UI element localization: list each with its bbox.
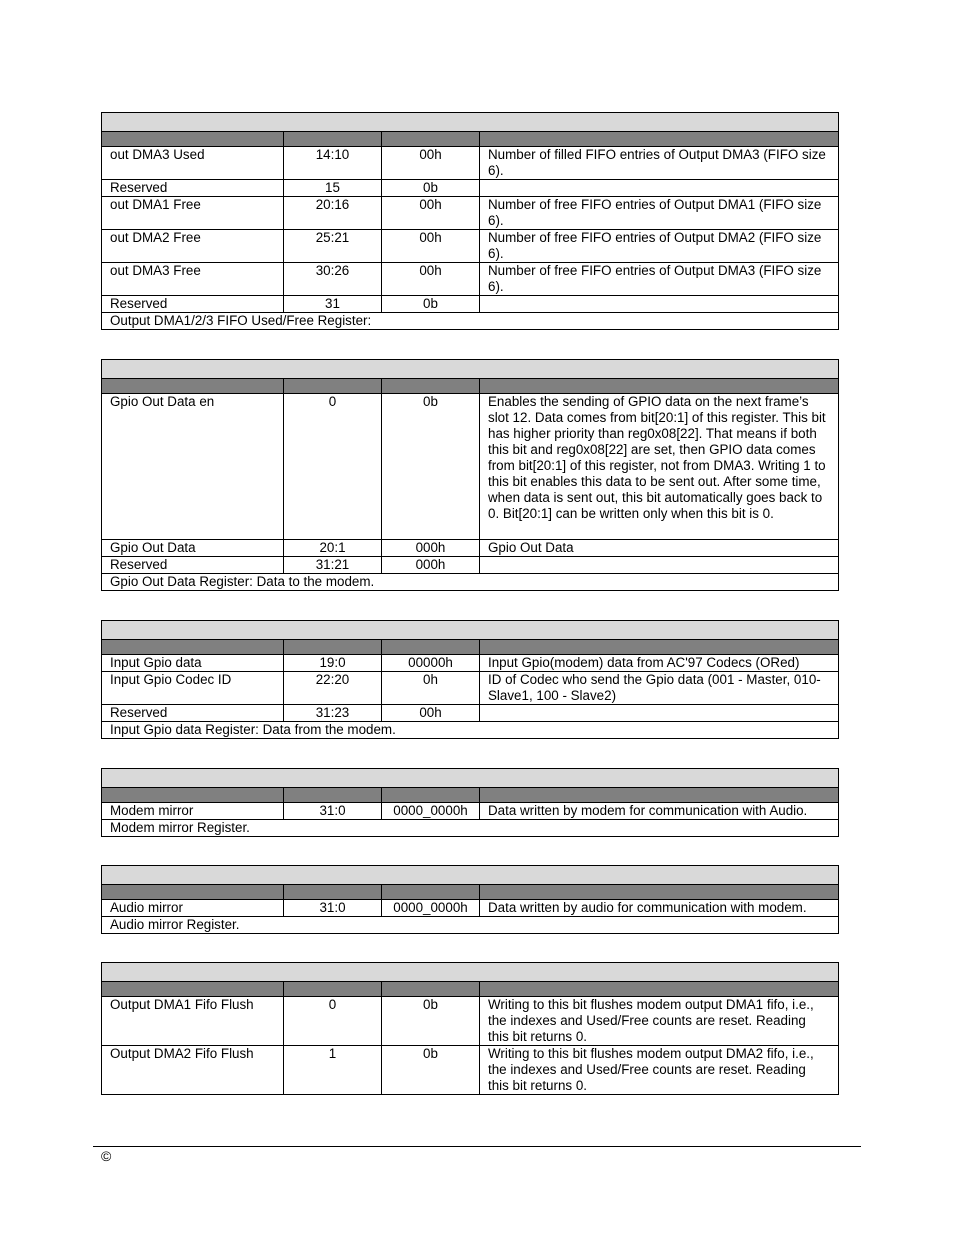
field-default: 0b bbox=[382, 180, 480, 197]
field-name: out DMA3 Free bbox=[102, 263, 284, 296]
table-row bbox=[102, 1046, 839, 1095]
field-bits: 0 bbox=[284, 394, 382, 540]
field-bits: 31 bbox=[284, 296, 382, 313]
field-bits: 22:20 bbox=[284, 672, 382, 705]
table-row bbox=[102, 296, 839, 313]
table-row bbox=[102, 672, 839, 705]
table-header-band bbox=[102, 132, 839, 147]
field-name: Modem mirror bbox=[102, 803, 284, 820]
table-title-band bbox=[102, 360, 839, 379]
field-default: 0h bbox=[382, 672, 480, 705]
table-row bbox=[102, 997, 839, 1046]
field-description: Enables the sending of GPIO data on the next frame’s slot 12. Data comes from bit[20:1] of this register. This bit has higher priority than reg0x08[22]. That means if both this bit and reg0x08[22] are set, then GPIO data comes from bit[20:1] of this register, not from DMA3. Writing 1 to this bit enables this data to be sent out. After some time, when data is sent out, this bit automatically goes back to 0. Bit[20:1] can be written only when this bit is 0. bbox=[480, 394, 839, 540]
field-name: out DMA1 Free bbox=[102, 197, 284, 230]
field-bits: 31:0 bbox=[284, 900, 382, 917]
register-table-modem-mirror bbox=[101, 768, 839, 837]
field-name: Input Gpio data bbox=[102, 655, 284, 672]
table-title-band bbox=[102, 113, 839, 132]
field-default: 0b bbox=[382, 296, 480, 313]
field-description bbox=[480, 705, 839, 722]
field-bits: 1 bbox=[284, 1046, 382, 1095]
field-default: 00000h bbox=[382, 655, 480, 672]
table-caption-row bbox=[102, 313, 839, 330]
copyright-symbol: © bbox=[101, 1148, 112, 1164]
table-row bbox=[102, 705, 839, 722]
field-default: 00h bbox=[382, 263, 480, 296]
table-row bbox=[102, 803, 839, 820]
table-row bbox=[102, 197, 839, 230]
register-table-gpio-out bbox=[101, 359, 839, 591]
footer-divider bbox=[93, 1146, 861, 1147]
table-row bbox=[102, 180, 839, 197]
table-row bbox=[102, 655, 839, 672]
field-bits: 25:21 bbox=[284, 230, 382, 263]
field-bits: 30:26 bbox=[284, 263, 382, 296]
table-row bbox=[102, 540, 839, 557]
field-bits: 20:16 bbox=[284, 197, 382, 230]
table-header-band bbox=[102, 379, 839, 394]
field-description: ID of Codec who send the Gpio data (001 - Master, 010- Slave1, 100 - Slave2) bbox=[480, 672, 839, 705]
table-caption: Output DMA1/2/3 FIFO Used/Free Register: bbox=[102, 313, 839, 330]
field-description: Data written by modem for communication with Audio. bbox=[480, 803, 839, 820]
field-bits: 15 bbox=[284, 180, 382, 197]
field-default: 0000_0000h bbox=[382, 900, 480, 917]
table-title-band bbox=[102, 866, 839, 885]
table-row bbox=[102, 230, 839, 263]
table-row bbox=[102, 394, 839, 540]
field-description bbox=[480, 180, 839, 197]
field-bits: 31:0 bbox=[284, 803, 382, 820]
table-row bbox=[102, 557, 839, 574]
field-name: out DMA2 Free bbox=[102, 230, 284, 263]
field-description: Number of free FIFO entries of Output DMA3 (FIFO size 6). bbox=[480, 263, 839, 296]
table-caption: Gpio Out Data Register: Data to the modem. bbox=[102, 574, 839, 591]
field-name: out DMA3 Used bbox=[102, 147, 284, 180]
field-name: Output DMA2 Fifo Flush bbox=[102, 1046, 284, 1095]
table-header-band bbox=[102, 885, 839, 900]
field-description: Writing to this bit flushes modem output DMA1 fifo, i.e., the indexes and Used/Free counts are reset. Reading this bit returns 0. bbox=[480, 997, 839, 1046]
table-caption-row bbox=[102, 574, 839, 591]
field-description: Number of filled FIFO entries of Output DMA3 (FIFO size 6). bbox=[480, 147, 839, 180]
register-table-audio-mirror bbox=[101, 865, 839, 934]
field-default: 0000_0000h bbox=[382, 803, 480, 820]
field-default: 0b bbox=[382, 394, 480, 540]
field-default: 0b bbox=[382, 1046, 480, 1095]
table-title-band bbox=[102, 769, 839, 788]
table-title-band bbox=[102, 963, 839, 982]
field-description: Writing to this bit flushes modem output DMA2 fifo, i.e., the indexes and Used/Free counts are reset. Reading this bit returns 0. bbox=[480, 1046, 839, 1095]
field-name: Reserved bbox=[102, 705, 284, 722]
table-header-band bbox=[102, 788, 839, 803]
field-default: 00h bbox=[382, 230, 480, 263]
field-default: 00h bbox=[382, 705, 480, 722]
field-description: Number of free FIFO entries of Output DMA1 (FIFO size 6). bbox=[480, 197, 839, 230]
field-description: Gpio Out Data bbox=[480, 540, 839, 557]
table-header-band bbox=[102, 640, 839, 655]
field-default: 00h bbox=[382, 197, 480, 230]
field-name: Gpio Out Data en bbox=[102, 394, 284, 540]
register-table-dma-fifo bbox=[101, 112, 839, 330]
register-table-gpio-in bbox=[101, 620, 839, 739]
table-caption-row bbox=[102, 917, 839, 934]
table-header-band bbox=[102, 982, 839, 997]
field-bits: 31:23 bbox=[284, 705, 382, 722]
field-default: 000h bbox=[382, 540, 480, 557]
field-name: Reserved bbox=[102, 296, 284, 313]
table-caption: Audio mirror Register. bbox=[102, 917, 839, 934]
table-caption-row bbox=[102, 820, 839, 837]
field-name: Reserved bbox=[102, 180, 284, 197]
table-caption: Input Gpio data Register: Data from the modem. bbox=[102, 722, 839, 739]
field-bits: 19:0 bbox=[284, 655, 382, 672]
field-bits: 0 bbox=[284, 997, 382, 1046]
field-bits: 20:1 bbox=[284, 540, 382, 557]
field-description bbox=[480, 296, 839, 313]
field-default: 00h bbox=[382, 147, 480, 180]
table-caption-row bbox=[102, 722, 839, 739]
field-description: Number of free FIFO entries of Output DMA2 (FIFO size 6). bbox=[480, 230, 839, 263]
field-description bbox=[480, 557, 839, 574]
table-row bbox=[102, 147, 839, 180]
table-caption: Modem mirror Register. bbox=[102, 820, 839, 837]
field-description: Data written by audio for communication with modem. bbox=[480, 900, 839, 917]
field-description: Input Gpio(modem) data from AC'97 Codecs (ORed) bbox=[480, 655, 839, 672]
field-default: 000h bbox=[382, 557, 480, 574]
field-name: Reserved bbox=[102, 557, 284, 574]
field-name: Gpio Out Data bbox=[102, 540, 284, 557]
table-row bbox=[102, 900, 839, 917]
field-default: 0b bbox=[382, 997, 480, 1046]
field-bits: 31:21 bbox=[284, 557, 382, 574]
table-title-band bbox=[102, 621, 839, 640]
field-name: Audio mirror bbox=[102, 900, 284, 917]
field-name: Input Gpio Codec ID bbox=[102, 672, 284, 705]
table-row bbox=[102, 263, 839, 296]
field-bits: 14:10 bbox=[284, 147, 382, 180]
field-name: Output DMA1 Fifo Flush bbox=[102, 997, 284, 1046]
register-table-fifo-flush bbox=[101, 962, 839, 1095]
